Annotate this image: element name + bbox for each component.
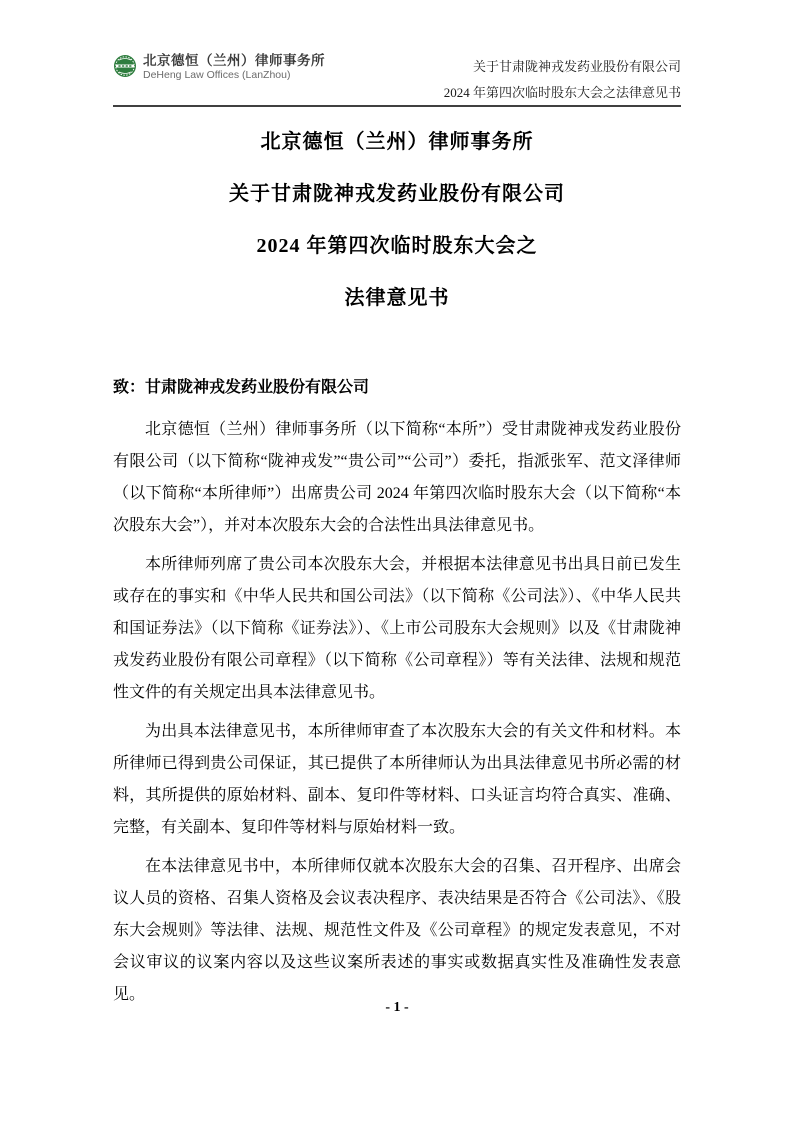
running-head-line2: 2024 年第四次临时股东大会之法律意见书 xyxy=(443,85,681,100)
page-number: - 1 - xyxy=(385,1000,409,1015)
body-paragraph-4: 在本法律意见书中，本所律师仅就本次股东大会的召集、召开程序、出席会议人员的资格、召集人资格及会议表决程序、表决结果是否符合《公司法》、《股东大会规则》等法律、法规、规范性文件及《公司章程》的规定发表意见，不对会议审议的议案内容以及这些议案所表述的事实或数据真实性及准确性发表意见。 xyxy=(113,858,681,1003)
title-line-4: 法律意见书 xyxy=(344,287,450,309)
body-paragraph-1: 北京德恒（兰州）律师事务所（以下简称“本所”）受甘肃陇神戎发药业股份有限公司（以下简称“陇神戎发”“贵公司”“公司”）委托，指派张军、范文泽律师（以下简称“本所律师”）出席贵公司 2024 年第四次临时股东大会（以下简称“本次股东大会”），并对本次股东大会的合法性出具法律意见书。 xyxy=(113,421,681,534)
title-line-2: 关于甘肃陇神戎发药业股份有限公司 xyxy=(229,183,565,205)
running-head xyxy=(444,54,681,106)
document-body xyxy=(113,372,681,1018)
title-line-1: 北京德恒（兰州）律师事务所 xyxy=(260,131,534,153)
law-firm-names xyxy=(143,52,325,82)
document-title xyxy=(0,131,794,339)
law-firm-name-en: DeHeng Law Offices (LanZhou) xyxy=(143,69,291,81)
law-firm-name-cn: 北京德恒（兰州）律师事务所 xyxy=(143,53,325,68)
body-paragraph-3: 为出具本法律意见书，本所律师审查了本次股东大会的有关文件和材料。本所律师已得到贵公司保证，其已提供了本所律师认为出具法律意见书所必需的材料，其所提供的原始材料、副本、复印件等材料、口头证言均符合真实、准确、完整，有关副本、复印件等材料与原始材料一致。 xyxy=(113,723,681,836)
title-line-3: 2024 年第四次临时股东大会之 xyxy=(256,235,538,257)
deheng-seal-icon xyxy=(113,54,137,78)
salutation-line: 致：甘肃陇神戎发药业股份有限公司 xyxy=(113,379,370,396)
page-header xyxy=(113,52,681,107)
body-paragraph-2: 本所律师列席了贵公司本次股东大会，并根据本法律意见书出具日前已发生或存在的事实和《中华人民共和国公司法》（以下简称《公司法》）、《中华人民共和国证券法》（以下简称《证券法》）、《上市公司股东大会规则》以及《甘肃陇神戎发药业股份有限公司章程》（以下简称《公司章程》）等有关法律、法规和规范性文件的有关规定出具本法律意见书。 xyxy=(113,556,681,701)
law-firm-brand xyxy=(113,52,325,82)
running-head-line1: 关于甘肃陇神戎发药业股份有限公司 xyxy=(472,59,681,74)
